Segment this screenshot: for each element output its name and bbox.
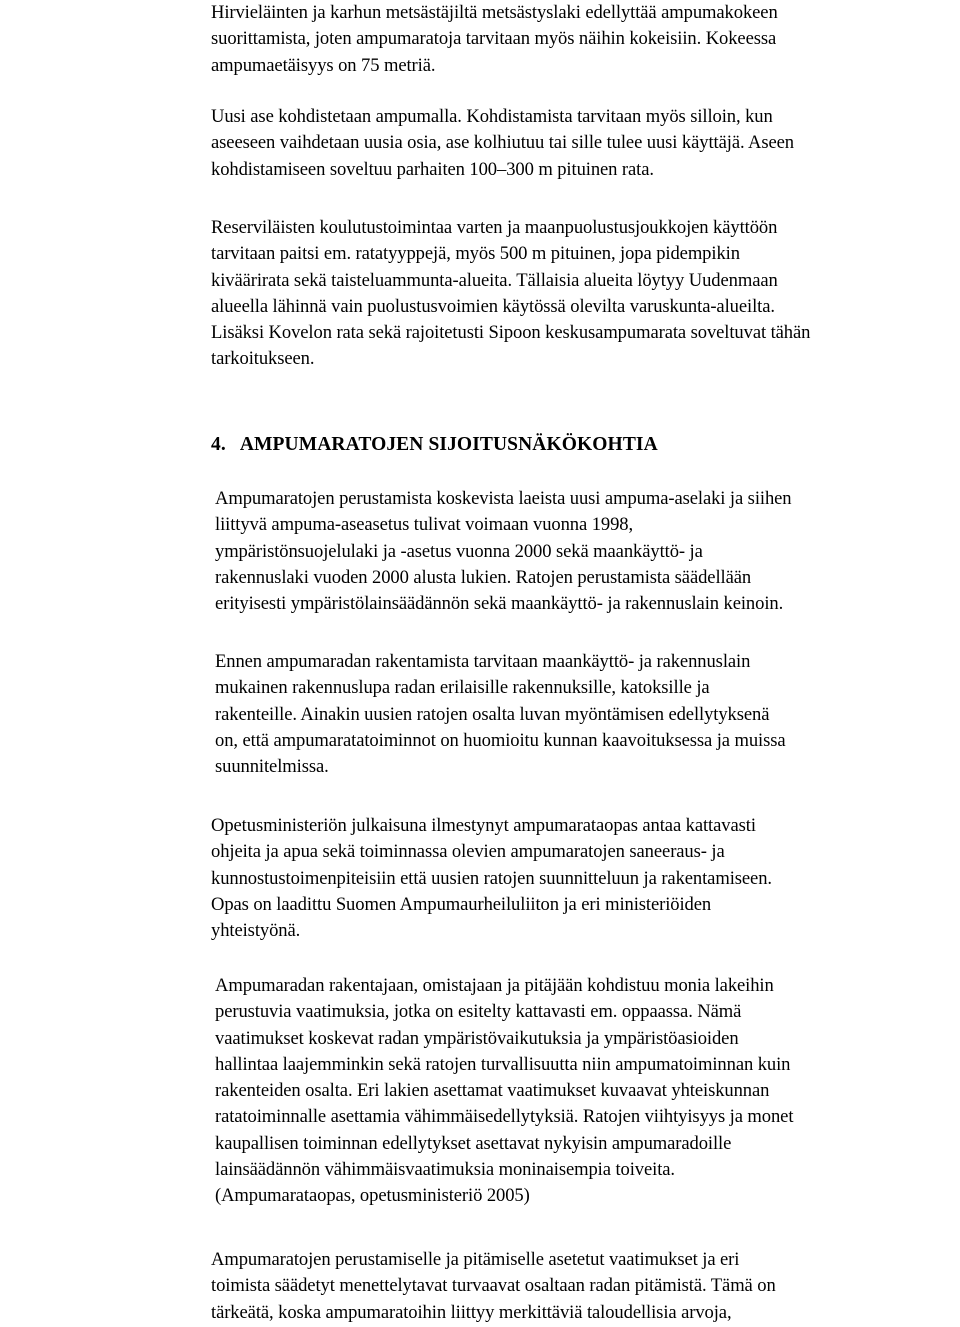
text-line: tarkoitukseen. (211, 348, 315, 370)
text-line: ympäristönsuojelulaki ja -asetus vuonna 2000 sekä maankäyttö- ja (215, 540, 703, 562)
text-line: Ampumaratojen perustamista koskevista laeista uusi ampuma-aselaki ja siihen (215, 488, 792, 509)
text-line: rakennuslaki vuoden 2000 alusta lukien. Ratojen perustamista säädellään (215, 566, 752, 588)
text-line: vaatimukset koskevat radan ympäristövaikutuksia ja ympäristöasioiden (215, 1027, 739, 1049)
text-line: tarvitaan paitsi em. ratatyyppejä, myös 500 m pituinen, jopa pidempikin (211, 243, 740, 265)
text-line: lainsäädännön vähimmäisvaatimuksia moninaisempia toiveita. (215, 1159, 675, 1181)
text-line: Opetusministeriön julkaisuna ilmestynyt ampumarataopas antaa kattavasti (211, 815, 756, 836)
paragraph-maintenance (211, 1247, 776, 1326)
section-heading (211, 432, 658, 458)
text-line: mukainen rakennuslupa radan erilaisille rakennuksille, katoksille ja (215, 677, 710, 699)
text-line: erityisesti ympäristölainsäädännön sekä maankäyttö- ja rakennuslain keinoin. (215, 593, 784, 615)
text-line: alueella lähinnä vain puolustusvoimien käytössä olevilta varuskunta-alueilta. (211, 295, 775, 317)
text-line: kaupallisen toiminnan edellytykset asettavat nykyisin ampumaradoille (215, 1132, 732, 1154)
text-line: Opas on laadittu Suomen Ampumaurheiluliiton ja eri ministeriöiden (211, 893, 712, 915)
text-line: Ampumaratojen perustamiselle ja pitämiselle asetetut vaatimukset ja eri (211, 1249, 740, 1270)
text-line: suorittamista, joten ampumaratoja tarvitaan myös näihin kokeisiin. Kokeessa (211, 28, 777, 50)
paragraph-building-permit (215, 649, 786, 780)
section-title: AMPUMARATOJEN SIJOITUSNÄKÖKOHTIA (239, 434, 658, 455)
paragraph-zeroing (211, 104, 794, 183)
text-line: Ampumaradan rakentajaan, omistajaan ja pitäjään kohdistuu monia lakeihin (215, 975, 774, 996)
text-line: kohdistamiseen soveltuu parhaiten 100–300 m pituinen rata. (211, 158, 654, 180)
paragraph-shooting-test (211, 0, 778, 79)
text-line: ohjeita ja apua sekä toiminnassa olevien ampumaratojen saneeraus- ja (211, 841, 725, 863)
paragraph-guide (211, 813, 772, 944)
text-line: Uusi ase kohdistetaan ampumalla. Kohdistamista tarvitaan myös silloin, kun (211, 106, 773, 127)
text-line: ampumaetäisyys on 75 metriä. (211, 54, 436, 76)
text-line: on, että ampumaratatoiminnot on huomioitu kunnan kaavoituksessa ja muissa (215, 729, 786, 751)
text-line: kiväärirata sekä taisteluammunta-alueita. Tällaisia alueita löytyy Uudenmaan (211, 269, 778, 291)
text-line: yhteistyönä. (211, 920, 301, 942)
text-line: tärkeätä, koska ampumaratoihin liittyy merkittäviä taloudellisia arvoja, (211, 1301, 732, 1323)
text-line: Reserviläisten koulutustoimintaa varten ja maanpuolustusjoukkojen käyttöön (211, 217, 778, 238)
paragraph-legislation (215, 486, 792, 617)
text-line: aseeseen vaihdetaan uusia osia, ase kolhiutuu tai sille tulee uusi käyttäjä. Aseen (211, 132, 795, 154)
text-line: rakenteiden osalta. Eri lakien asettamat vaatimukset kuvaavat yhteiskunnan (215, 1080, 770, 1102)
paragraph-requirements (215, 973, 793, 1210)
text-line: Ennen ampumaradan rakentamista tarvitaan maankäyttö- ja rakennuslain (215, 651, 751, 672)
paragraph-reservists (211, 215, 810, 373)
text-line: hallintaa laajemminkin sekä ratojen turvallisuutta niin ampumatoiminnan kuin (215, 1053, 791, 1075)
text-line: Hirvieläinten ja karhun metsästäjiltä metsästyslaki edellyttää ampumakokeen (211, 2, 778, 23)
text-line: toimista säädetyt menettelytavat turvaavat osaltaan radan pitämistä. Tämä on (211, 1275, 776, 1297)
section-number: 4. (211, 434, 226, 455)
text-line: kunnostustoimenpiteisiin että uusien ratojen suunnitteluun ja rakentamiseen. (211, 867, 772, 889)
text-line: Lisäksi Kovelon rata sekä rajoitetusti Sipoon keskusampumarata soveltuvat tähän (211, 322, 811, 344)
text-line: ratatoiminnalle asettamia vähimmäisedellytyksiä. Ratojen viihtyisyys ja monet (215, 1106, 794, 1128)
text-line: rakenteille. Ainakin uusien ratojen osalta luvan myöntämisen edellytyksenä (215, 703, 770, 725)
text-line: suunnitelmissa. (215, 756, 329, 778)
text-line: liittyvä ampuma-aseasetus tulivat voimaan vuonna 1998, (215, 514, 634, 536)
text-line: (Ampumarataopas, opetusministeriö 2005) (215, 1185, 530, 1207)
text-line: perustuvia vaatimuksia, jotka on esitelty kattavasti em. oppaassa. Nämä (215, 1001, 742, 1023)
